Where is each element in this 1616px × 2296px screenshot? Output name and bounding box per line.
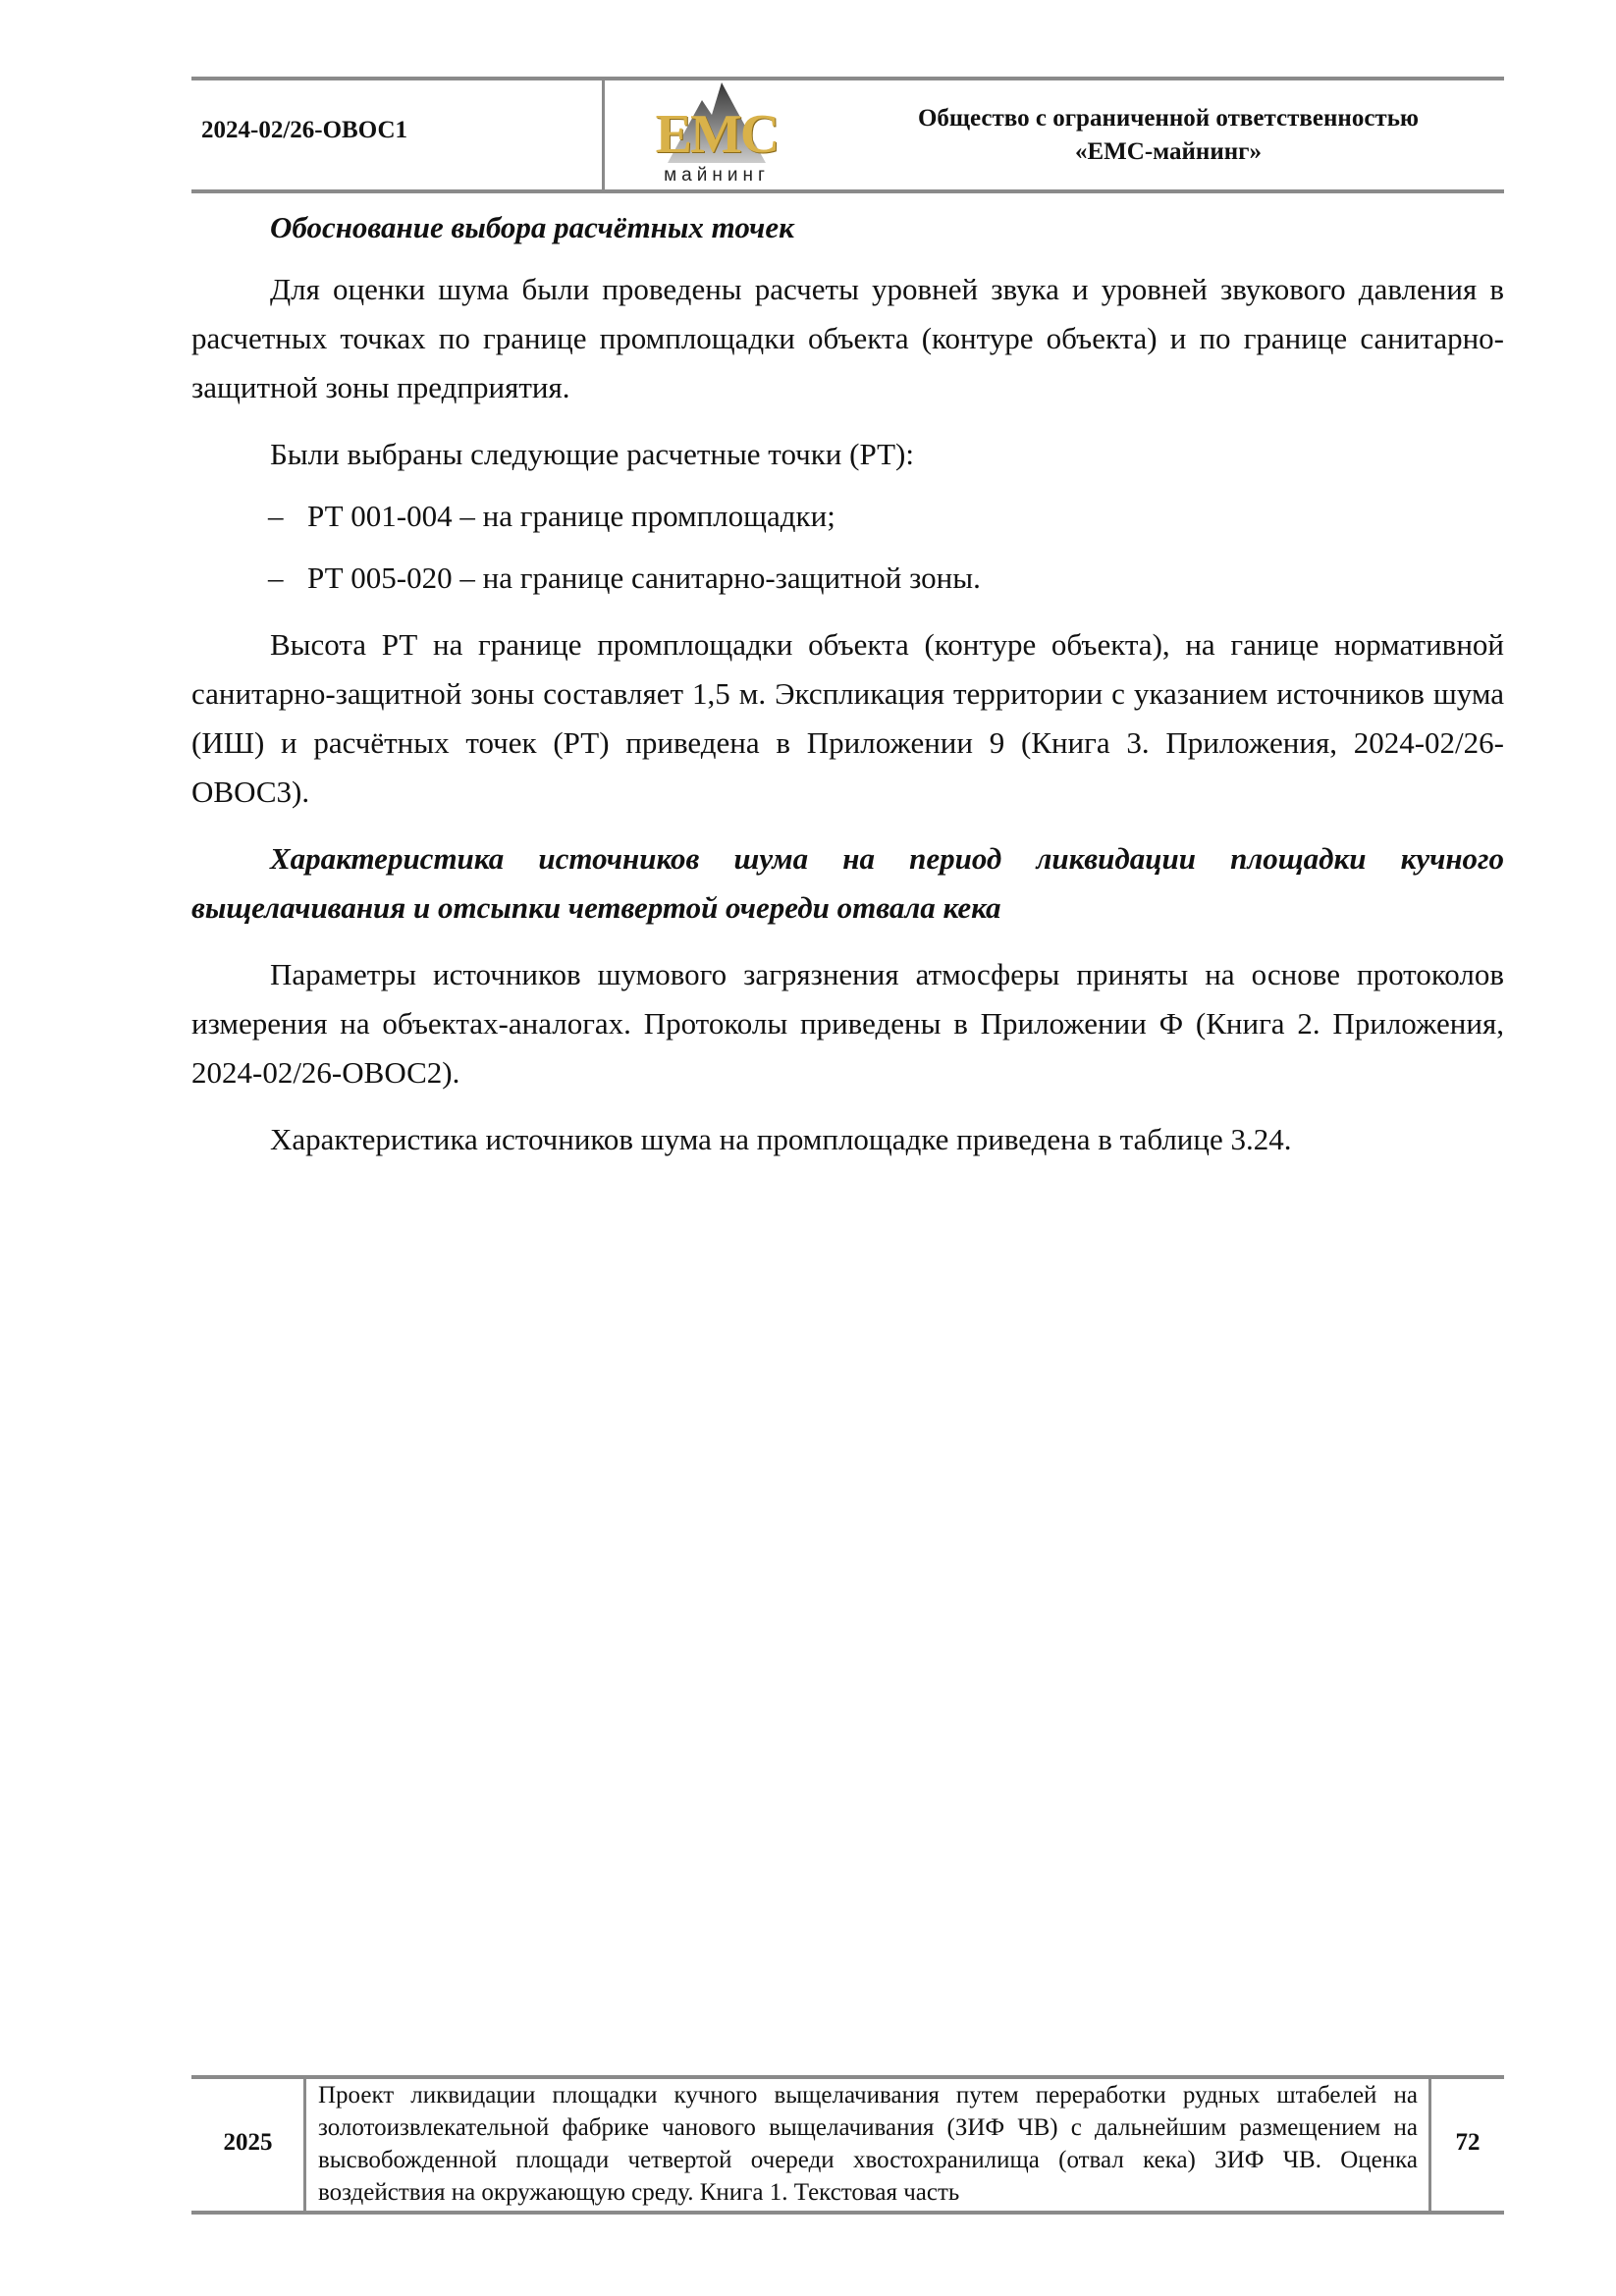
company-logo [628,80,805,188]
heading-noise-sources: Характеристика источников шума на период ликвидации площадки кучного выщелачивания и отсыпки четвертой очереди отвала кека [191,841,1504,925]
footer-bottom-rule [191,2211,1504,2215]
logo-sub: майнинг [664,165,770,186]
header-divider [602,79,605,191]
header-top-rule [191,77,1504,80]
paragraph-2: Были выбраны следующие расчетные точки (РТ): [270,437,914,471]
header-bottom-rule [191,189,1504,193]
paragraph-5: Характеристика источников шума на промплощадке приведена в таблице 3.24. [270,1122,1292,1156]
footer-year: 2025 [223,2129,273,2156]
footer-project-title: Проект ликвидации площадки кучного выщелачивания путем переработки рудных штабелей на золотоизвлекательной фабрике чанового выщелачивания (ЗИФ ЧВ) с дальнейшим размещением на высвобожденной площади четвертой очереди хвостохранилища (отвал кека) ЗИФ ЧВ. Оценка воздействия на окружающую среду. Книга 1. Текстовая часть [318,2082,1418,2206]
company-name [835,102,1502,169]
list-item [191,554,1504,603]
body [191,203,1504,1164]
paragraph-3: Высота РТ на границе промплощадки объекта (контуре объекта), на ганице нормативной санитарно-защитной зоны составляет 1,5 м. Экспликация территории с указанием источников шума (ИШ) и расчётных точек (РТ) приведена в Приложении 9 (Книга 3. Приложения, 2024-02/26-ОВОС3). [191,627,1504,809]
paragraph-1: Для оценки шума были проведены расчеты уровней звука и уровней звукового давления в расчетных точках по границе промплощадки объекта (контуре объекта) и по границе санитарно-защитной зоны предприятия. [191,272,1504,404]
list-item [191,492,1504,541]
list-bullet: – [268,499,284,533]
page-number: 72 [1455,2129,1481,2156]
list-item-text: РТ 005-020 – на границе санитарно-защитной зоны. [307,561,981,595]
list-bullet: – [268,561,284,595]
paragraph-4: Параметры источников шумового загрязнения атмосферы приняты на основе протоколов измерения на объектах-аналогах. Протоколы приведены в Приложении Ф (Книга 2. Приложения, 2024-02/26-ОВОС2). [191,957,1504,1090]
document-code: 2024-02/26-ОВОС1 [201,117,408,143]
logo-main: ЕМС [655,104,779,165]
heading-calculation-points: Обоснование выбора расчётных точек [270,210,794,244]
company-line-2: «ЕМС-майнинг» [1075,138,1262,165]
list-item-text: РТ 001-004 – на границе промплощадки; [307,499,835,533]
company-line-1: Общество с ограниченной ответственностью [917,105,1420,132]
